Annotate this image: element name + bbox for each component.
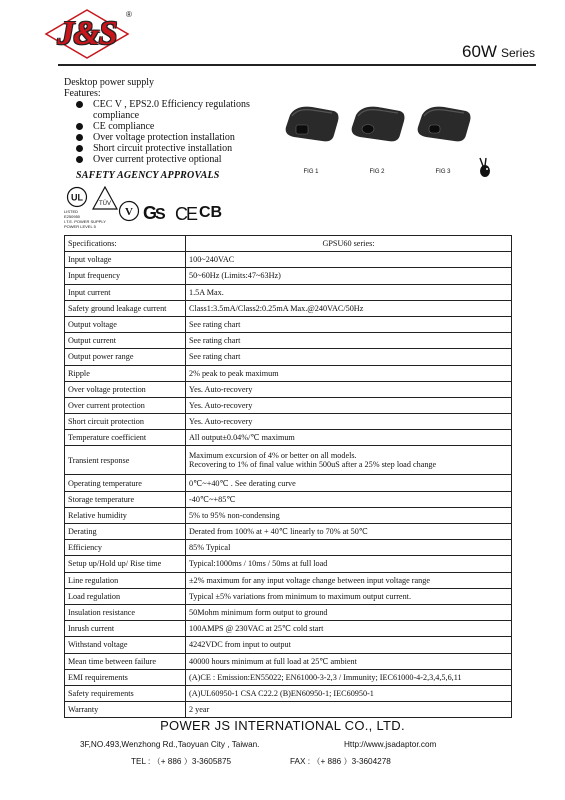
adapter-fig2-image [348,101,406,145]
feature-item [76,143,261,154]
feature-text: CE compliance [93,121,155,132]
spec-value: 40000 hours minimum at full load at 25℃ ambient [186,653,512,669]
power-level-text: POWER LEVEL 5 [64,224,96,229]
gs-triangle-icon [92,186,118,210]
spec-value: 5% to 95% non-condensing [186,507,512,523]
rabbit-mascot-icon [477,157,493,179]
table-row [65,316,512,332]
product-images [276,95,478,183]
ul-code-text: E250950 [64,214,81,219]
series-label: Series [500,46,535,60]
spec-value: 4242VDC from input to output [186,637,512,653]
spec-label: Warranty [65,702,186,718]
table-row [65,268,512,284]
spec-label: Safety ground leakage current [65,300,186,316]
table-row [65,702,512,718]
table-row [65,430,512,446]
energy-level-icon [118,200,140,222]
feature-item [76,132,261,143]
spec-label: Over voltage protection [65,381,186,397]
spec-value: Class1:3.5mA/Class2:0.25mA Max.@240VAC/50Hz [186,300,512,316]
spec-value: Derated from 100% at + 40℃ linearly to 70% at 50℃ [186,524,512,540]
safety-approvals-title: SAFETY AGENCY APPROVALS [76,170,220,181]
spec-header-value: GPSU60 series: [186,236,512,252]
feature-list [76,99,261,165]
spec-label: Output current [65,333,186,349]
spec-label: Insulation resistance [65,604,186,620]
spec-label: Relative humidity [65,507,186,523]
company-name: POWER JS INTERNATIONAL CO., LTD. [160,718,405,733]
table-row [65,556,512,572]
spec-value: 100~240VAC [186,252,512,268]
table-row [65,572,512,588]
table-row [65,333,512,349]
spec-value: 2 year [186,702,512,718]
ce-mark: CE [175,204,197,224]
spec-label: Temperature coefficient [65,430,186,446]
adapter-fig3-image [414,101,472,145]
spec-table [64,235,512,718]
spec-value: 50Mohm minimum form output to ground [186,604,512,620]
spec-value: 100AMPS @ 230VAC at 25℃ cold start [186,621,512,637]
table-row [65,365,512,381]
spec-label: Withstand voltage [65,637,186,653]
features-label: Features: [64,88,101,99]
spec-label: Operating temperature [65,475,186,491]
spec-label: Safety requirements [65,685,186,701]
company-address: 3F,NO.493,Wenzhong Rd.,Taoyuan City , Taiwan. [80,740,260,749]
spec-value: Typical:1000ms / 10ms / 50ms at full load [186,556,512,572]
table-header-row [65,236,512,252]
spec-label: Ripple [65,365,186,381]
spec-value: Yes. Auto-recovery [186,381,512,397]
spec-value [186,446,512,475]
spec-value: 0℃~+40℃ . See derating curve [186,475,512,491]
spec-label: Line regulation [65,572,186,588]
spec-label: Efficiency [65,540,186,556]
table-row [65,252,512,268]
spec-label: Input frequency [65,268,186,284]
bullet-icon [76,123,83,130]
fig-label: FIG 2 [369,169,385,175]
table-row [65,588,512,604]
series-title [462,42,535,62]
spec-value: 1.5A Max. [186,284,512,300]
ul-listed-text: LISTED [64,209,79,214]
table-row [65,621,512,637]
gs-mark-icon [142,200,172,224]
spec-label: Output voltage [65,316,186,332]
bullet-icon [76,156,83,163]
spec-value: See rating chart [186,349,512,365]
feature-item [76,154,261,165]
cb-mark: CB [199,204,223,221]
spec-value: All output±0.04%/℃ maximum [186,430,512,446]
feature-text: Over current protective optional [93,154,222,165]
bullet-icon [76,101,83,108]
feature-item [76,99,261,121]
feature-item [76,121,261,132]
spec-label: Transient response [65,446,186,475]
company-telephone: TEL : （+ 886 ）3-3605875 [131,757,232,766]
table-row [65,685,512,701]
spec-value: 2% peak to peak maximum [186,365,512,381]
spec-value: Yes. Auto-recovery [186,397,512,413]
table-row [65,653,512,669]
bullet-icon [76,145,83,152]
spec-value: ±2% maximum for any input voltage change between input voltage range [186,572,512,588]
spec-value-line: Recovering to 1% of final value within 500uS after a 25% step load change [189,460,437,470]
table-row [65,669,512,685]
table-row [65,414,512,430]
table-row [65,507,512,523]
svg-text:S: S [155,206,166,223]
table-row [65,524,512,540]
table-row [65,446,512,475]
feature-text: Short circuit protective installation [93,143,233,154]
table-row [65,381,512,397]
spec-value: See rating chart [186,316,512,332]
company-fax: FAX : （+ 886 ）3-3604278 [290,757,391,766]
spec-value: (A)UL60950-1 CSA C22.2 (B)EN60950-1; IEC60950-1 [186,685,512,701]
table-row [65,475,512,491]
svg-text:G: G [143,203,158,223]
table-row [65,349,512,365]
table-row [65,491,512,507]
spec-value: -40℃~+85℃ [186,491,512,507]
certification-marks [64,186,254,232]
spec-value: 50~60Hz (Limits:47~63Hz) [186,268,512,284]
svg-text:UL: UL [71,192,83,203]
company-website-link[interactable]: Http://www.jsadaptor.com [344,740,437,749]
spec-label: Load regulation [65,588,186,604]
spec-label: Derating [65,524,186,540]
spec-label: Output power range [65,349,186,365]
spec-label: Storage temperature [65,491,186,507]
table-row [65,300,512,316]
table-row [65,284,512,300]
spec-label: Over current protection [65,397,186,413]
table-row [65,604,512,620]
ul-listed-icon [66,186,88,208]
fig-label: FIG 3 [435,169,451,175]
ite-text: I.T.E. POWER SUPPLY [64,219,106,224]
company-logo [44,8,130,60]
registered-mark: ® [126,10,132,19]
spec-label: Input current [65,284,186,300]
spec-value-line: Maximum excursion of 4% or better on all models. [189,451,357,461]
spec-value: Yes. Auto-recovery [186,414,512,430]
table-row [65,540,512,556]
feature-text: CEC V , EPS2.0 Efficiency regulations compliance [93,99,250,121]
spec-label: Inrush current [65,621,186,637]
header-divider [58,64,536,66]
series-wattage: 60W [462,42,497,61]
spec-label: Mean time between failure [65,653,186,669]
logo-text: J&S [57,15,117,52]
svg-text:V: V [125,206,133,218]
table-row [65,397,512,413]
spec-value: (A)CE : Emission:EN55022; EN61000-3-2,3 / Immunity; IEC61000-4-2,3,4,5,6,11 [186,669,512,685]
spec-label: Input voltage [65,252,186,268]
spec-label: Setup up/Hold up/ Rise time [65,556,186,572]
fig-label: FIG 1 [303,169,319,175]
svg-text:TÜV: TÜV [99,201,111,207]
spec-label: Short circuit protection [65,414,186,430]
spec-header-label: Specifications: [65,236,186,252]
adapter-fig1-image [282,101,340,145]
table-row [65,637,512,653]
product-description: Desktop power supply [64,77,154,88]
spec-value: Typical ±5% variations from minimum to maximum output current. [186,588,512,604]
spec-value: See rating chart [186,333,512,349]
spec-label: EMI requirements [65,669,186,685]
feature-text: Over voltage protection installation [93,132,235,143]
bullet-icon [76,134,83,141]
spec-value: 85% Typical [186,540,512,556]
